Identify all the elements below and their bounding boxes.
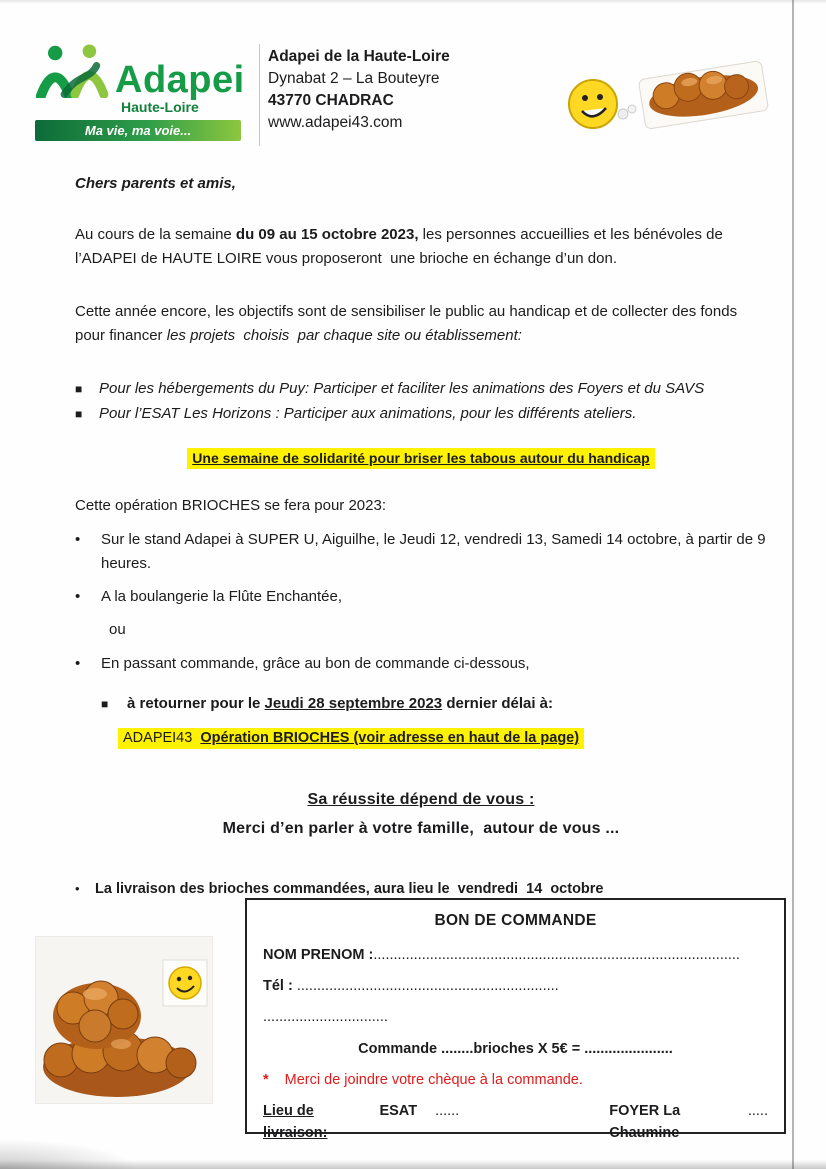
square-bullet-icon: ■	[101, 697, 109, 711]
brand-region: Haute-Loire	[121, 99, 199, 115]
org-website: www.adapei43.com	[268, 114, 403, 131]
smiley-icon	[569, 80, 636, 128]
adapei-people-icon	[35, 44, 115, 98]
scan-corner-shadow	[0, 1139, 140, 1169]
name-dots: ...........................................................................................	[373, 947, 740, 963]
objectives-projects: les projets choisis par chaque site ou établissement:	[166, 327, 522, 344]
org-address-block	[268, 46, 450, 134]
esat-label: ESAT	[379, 1103, 418, 1119]
square-item-esat: Pour l’ESAT Les Horizons : Participer aux animations, pour les différents ateliers.	[99, 405, 637, 422]
foyer-label: FOYER La Chaumine	[609, 1103, 681, 1141]
foyer-dots: .....	[747, 1103, 768, 1119]
square-bullet-item	[75, 402, 767, 426]
return-deadline-line	[101, 692, 767, 716]
salutation: Chers parents et amis,	[75, 175, 236, 192]
tel-label: Tél :	[263, 978, 297, 994]
smiley-icon-small	[163, 960, 207, 1006]
square-bullet-item	[75, 377, 767, 401]
solidarity-highlight: Une semaine de solidarité pour briser les tabous autour du handicap	[187, 448, 654, 469]
name-label: NOM PRENOM :	[263, 947, 374, 963]
note-asterisk: *	[263, 1072, 269, 1088]
slogan-subtitle: Merci d’en parler à votre famille, autour de vous ...	[222, 820, 620, 837]
intro-text-2: les personnes accueillies et les bénévoles de l’ADAPEI de HAUTE LOIRE vous proposeront une brioche en échange d’un don.	[75, 226, 728, 267]
order-quantity-line: Commande ........brioches X 5€ = ......................	[358, 1041, 673, 1057]
list-item-order	[75, 652, 767, 676]
return-address-highlight-row	[118, 726, 767, 750]
bullet-icon: •	[75, 531, 81, 548]
highlight-org: ADAPEI43	[123, 730, 201, 746]
org-city: 43770 CHADRAC	[268, 92, 394, 109]
intro-paragraph	[75, 223, 767, 271]
brioche-icon	[638, 61, 768, 130]
square-bullet-list	[75, 377, 767, 426]
order-text: En passant commande, grâce au bon de commande ci-dessous,	[101, 655, 530, 672]
logo-row	[35, 44, 253, 101]
return-address-highlight	[118, 728, 584, 749]
sale-points-list	[75, 528, 767, 676]
place-label: Lieu de livraison:	[263, 1103, 328, 1141]
square-item-puy: Pour les hébergements du Puy: Participer et faciliter les animations des Foyers et du SAVS	[99, 380, 705, 397]
objectives-text: Cette année encore, les objectifs sont de sensibiliser le public au handicap et de collecter des fonds pour financer	[75, 303, 742, 344]
objectives-paragraph	[75, 300, 767, 348]
header-divider	[259, 44, 260, 146]
operation-intro: Cette opération BRIOCHES se fera pour 2023:	[75, 497, 387, 514]
solidarity-highlight-row	[75, 446, 767, 471]
order-form	[245, 898, 786, 1141]
delivery-note: La livraison des brioches commandées, aura lieu le vendredi 14 octobre	[95, 881, 604, 897]
org-name: Adapei de la Haute-Loire	[268, 48, 450, 65]
letterhead	[35, 42, 795, 154]
highlight-operation: Opération BRIOCHES (voir adresse en haut de la page)	[200, 730, 580, 746]
bullet-icon: •	[75, 588, 81, 605]
order-form-title: BON DE COMMANDE	[434, 912, 597, 929]
tel-dots: .................................................................	[296, 978, 559, 994]
org-address: Dynabat 2 – La Bouteyre	[268, 70, 440, 87]
cheque-note	[263, 1069, 768, 1091]
return-deadline-date: Jeudi 28 septembre 2023	[264, 695, 443, 712]
return-pre: à retourner pour le	[127, 695, 265, 712]
square-bullet-icon: ■	[75, 407, 83, 421]
esat-dots: ......	[435, 1103, 460, 1119]
brand-tagline: Ma vie, ma voie...	[84, 123, 192, 138]
scan-edge-right	[792, 0, 794, 1169]
list-item-bakery	[75, 585, 767, 609]
list-item-stand	[75, 528, 767, 576]
stand-text: Sur le stand Adapei à SUPER U, Aiguilhe, le Jeudi 12, vendredi 13, Samedi 14 octobre, à partir de 9 heures.	[101, 531, 766, 572]
brioche-photo	[35, 936, 213, 1104]
bullet-icon: •	[75, 881, 80, 896]
bakery-text: A la boulangerie la Flûte Enchantée,	[101, 588, 343, 605]
delivery-place-line	[263, 1100, 768, 1144]
extra-dots-line: ...............................	[263, 1009, 388, 1025]
letter-body	[75, 172, 767, 901]
slogan-title: Sa réussite dépend de vous :	[307, 791, 535, 808]
intro-week-dates: du 09 au 15 octobre 2023,	[235, 226, 419, 243]
bullet-icon: •	[75, 655, 81, 672]
or-text: ou	[109, 621, 126, 638]
tel-line	[263, 975, 768, 997]
intro-text-1: Au cours de la semaine	[75, 226, 236, 243]
brand-name: Adapei	[115, 58, 245, 101]
brand-tagline-banner	[35, 120, 241, 141]
scan-edge-top	[0, 0, 826, 4]
note-text: Merci de joindre votre chèque à la commande.	[284, 1072, 583, 1088]
square-bullet-icon: ■	[75, 382, 83, 396]
adapei-logo	[35, 44, 253, 141]
return-post: dernier délai à:	[442, 695, 554, 712]
name-line	[263, 944, 768, 966]
smiley-brioche-illustration	[563, 44, 773, 139]
